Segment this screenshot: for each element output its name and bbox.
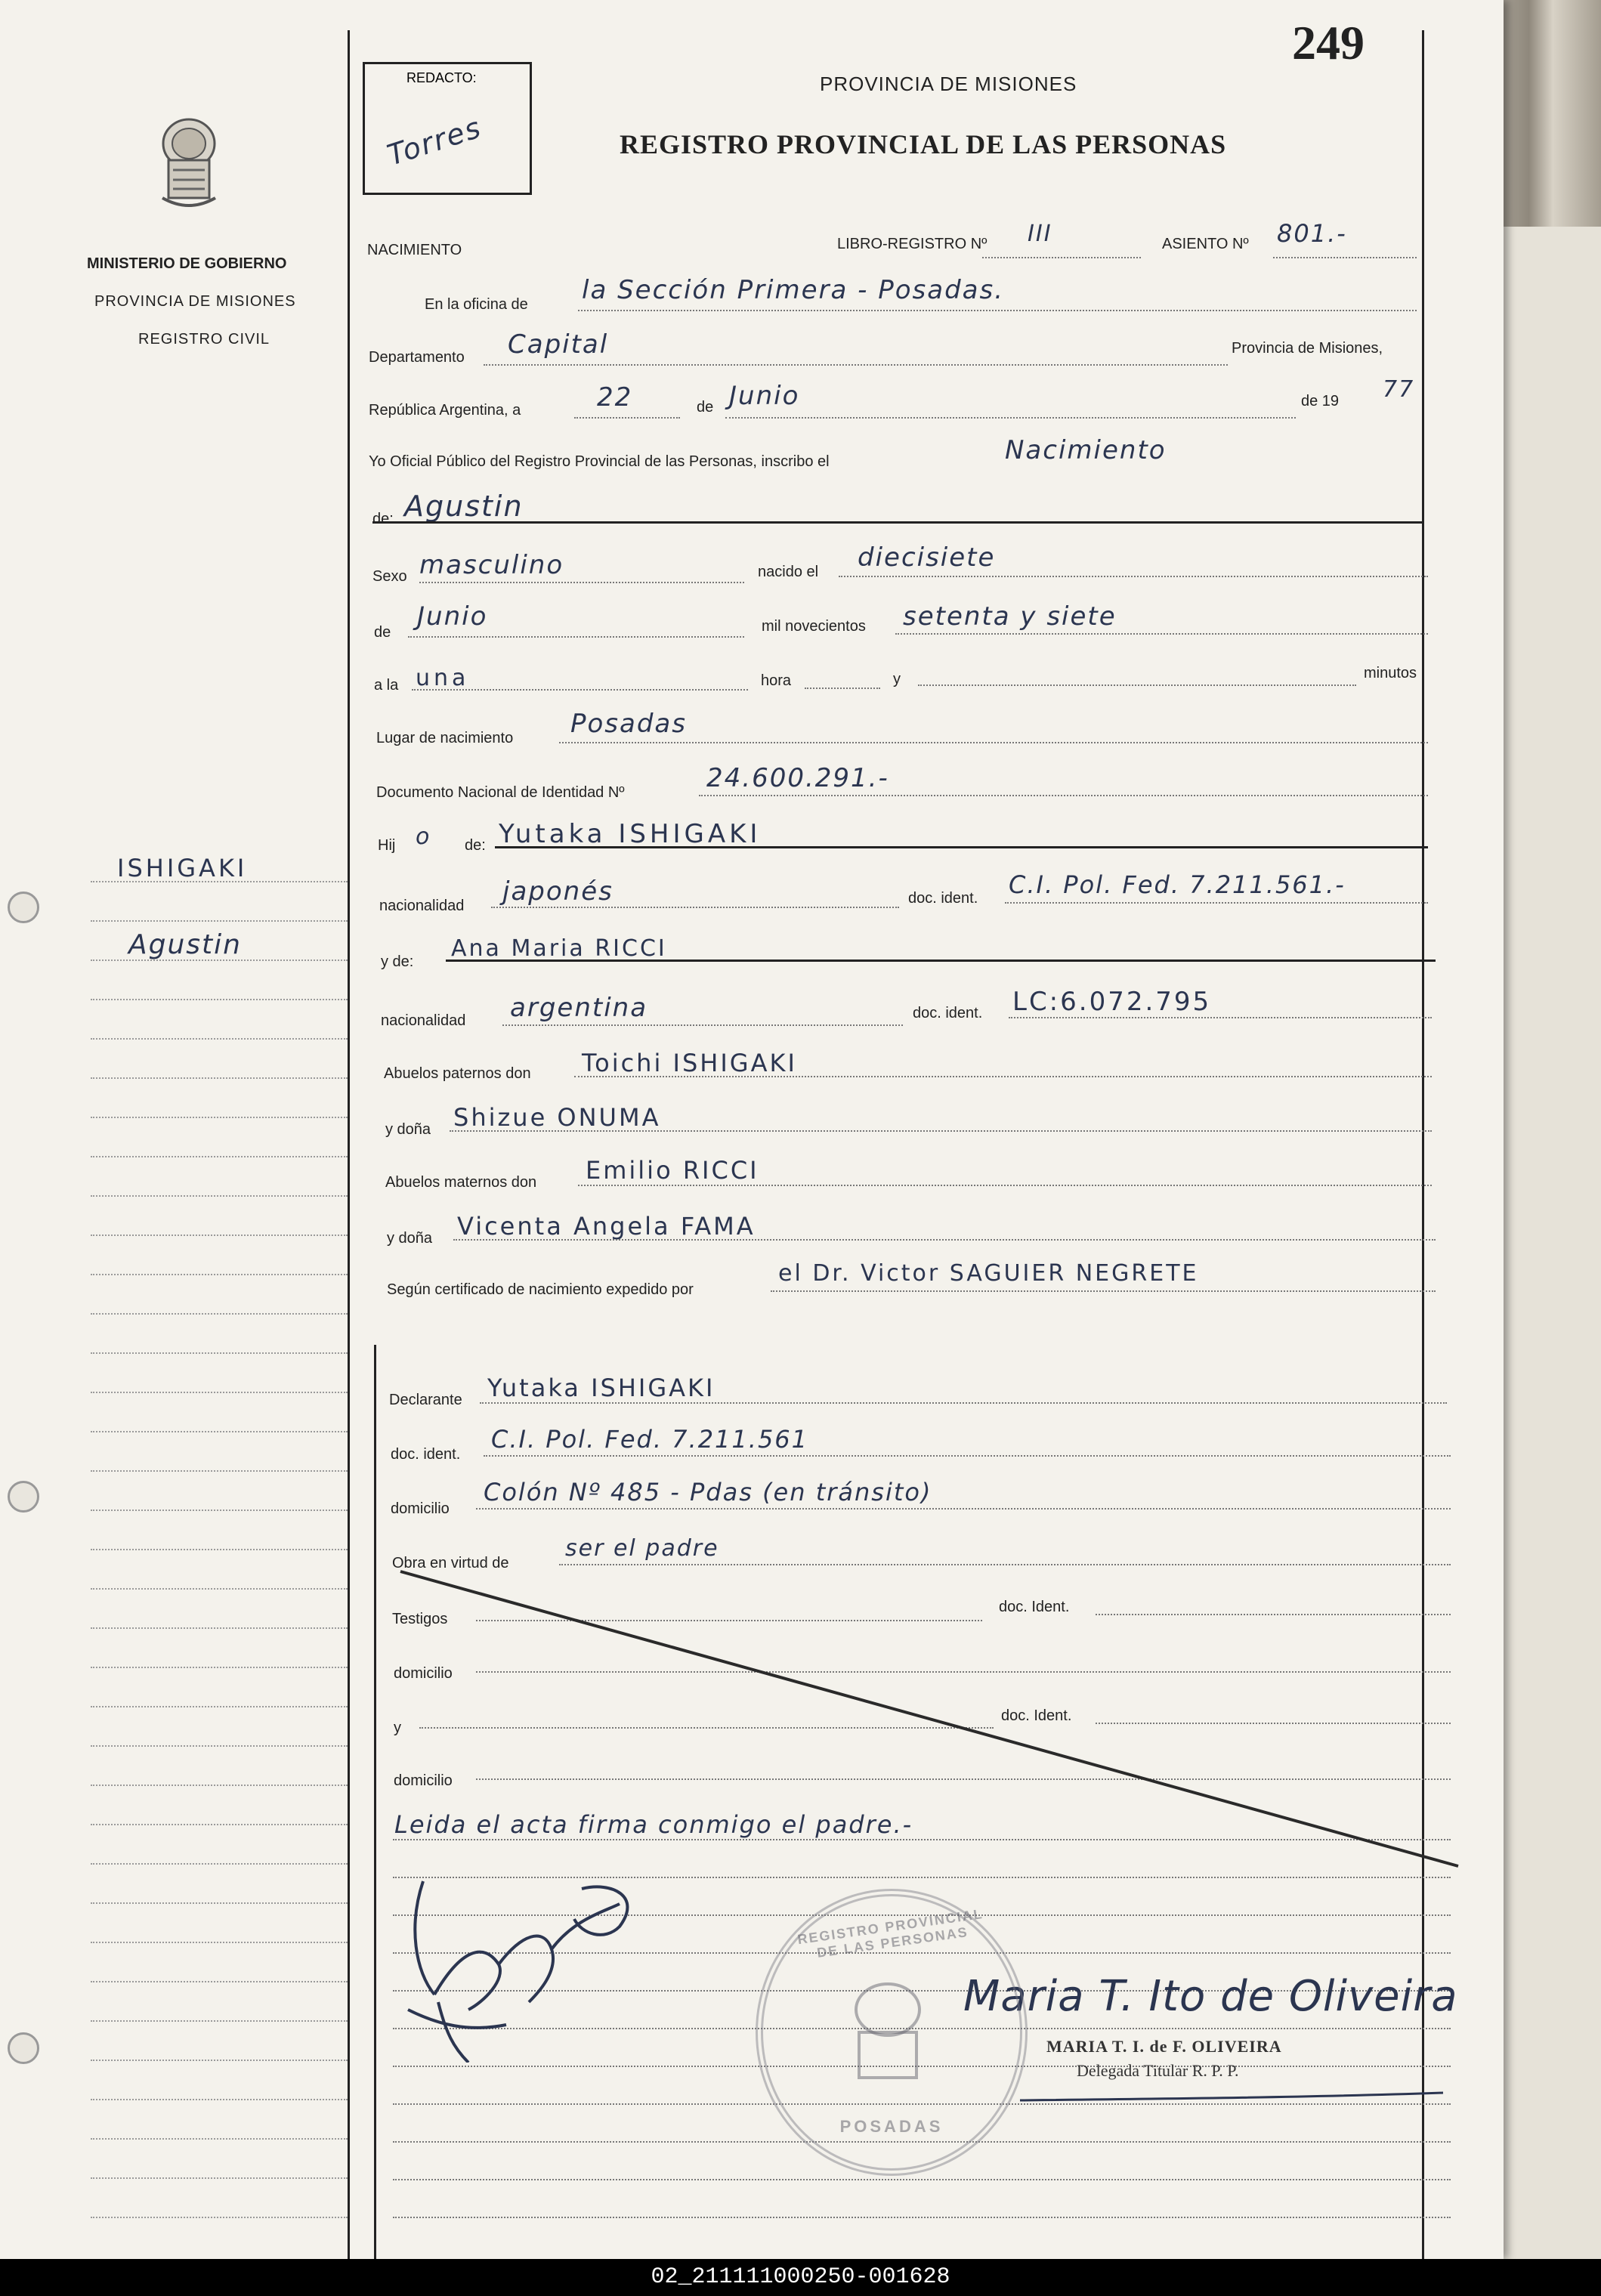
official-name: MARIA T. I. de F. OLIVEIRA	[1046, 2037, 1282, 2056]
doc-declarante-value: C.I. Pol. Fed. 7.211.561	[491, 1425, 809, 1454]
declarante-value: Yutaka ISHIGAKI	[487, 1374, 716, 1402]
padre-label: de:	[465, 837, 486, 854]
hij-label: Hij	[378, 837, 396, 854]
nacionalidad-padre-label: nacionalidad	[379, 898, 465, 914]
margin-surname: ISHIGAKI	[117, 854, 248, 882]
nacionalidad-madre-value: argentina	[510, 993, 648, 1023]
dni-label: Documento Nacional de Identidad Nº	[376, 784, 625, 801]
cancel-stroke	[393, 1556, 1466, 1874]
scan-id-footer: 02_211111000250-001628	[0, 2259, 1601, 2296]
provincia-label: Provincia de Misiones,	[1232, 340, 1383, 357]
y-label: y	[893, 671, 901, 688]
departamento-value: Capital	[508, 329, 609, 360]
doc-madre-label: doc. ident.	[913, 1005, 983, 1021]
departamento-label: Departamento	[369, 349, 465, 366]
record-type: NACIMIENTO	[367, 242, 462, 258]
redacto-box	[363, 62, 532, 195]
nombre-label: de:	[372, 511, 394, 527]
nombre-value: Agustin	[404, 490, 524, 523]
stamp-bottom-text: POSADAS	[839, 2117, 944, 2136]
mes-value: Junio	[729, 381, 800, 411]
column-divider	[348, 30, 350, 2259]
abuelos-paternos-label: Abuelos paternos don	[384, 1065, 531, 1082]
nacido-dia-value: diecisiete	[858, 542, 996, 573]
official-stamp	[756, 1889, 1028, 2176]
nacido-mes-value: Junio	[417, 601, 488, 632]
asiento-label: ASIENTO Nº	[1162, 236, 1249, 252]
lugar-value: Posadas	[570, 709, 687, 739]
testigo2-doc-label: doc. Ident.	[1001, 1707, 1072, 1724]
anio-label: de 19	[1301, 393, 1340, 409]
domicilio-value: Colón Nº 485 - Pdas (en tránsito)	[484, 1478, 932, 1506]
registro-civil-label: REGISTRO CIVIL	[138, 331, 270, 348]
redacto-label: REDACTO:	[406, 70, 477, 85]
segun-label: Según certificado de nacimiento expedido por	[387, 1281, 694, 1298]
stamp-emblem-icon	[842, 1979, 933, 2085]
column-divider	[374, 1345, 376, 2259]
minutos-label: minutos	[1364, 665, 1417, 681]
declarant-signature-icon	[393, 1859, 665, 2063]
next-page-edge	[1504, 227, 1601, 2259]
sexo-label: Sexo	[372, 568, 407, 585]
testigo1-domicilio-label: domicilio	[394, 1665, 453, 1682]
province-emblem-icon	[155, 113, 223, 227]
asiento-value: 801.-	[1277, 219, 1347, 248]
de-label: de	[697, 399, 714, 416]
abuelos-maternos-label: Abuelos maternos don	[385, 1174, 537, 1191]
abuela-paterna-value: Shizue ONUMA	[453, 1103, 661, 1132]
obra-label: Obra en virtud de	[392, 1555, 509, 1571]
header-province: PROVINCIA DE MISIONES	[820, 73, 1077, 95]
abuelo-paterno-value: Toichi ISHIGAKI	[582, 1049, 797, 1077]
doc-declarante-label: doc. ident.	[391, 1446, 461, 1463]
madre-label: y de:	[381, 953, 414, 970]
oficina-value: la Sección Primera - Posadas.	[582, 275, 1005, 305]
padre-value: Yutaka ISHIGAKI	[499, 819, 762, 849]
left-province-label: PROVINCIA DE MISIONES	[94, 293, 296, 310]
nacido-mes-label: de	[374, 624, 391, 641]
lugar-label: Lugar de nacimiento	[376, 730, 514, 746]
nacido-anio-value: setenta y siete	[903, 601, 1117, 632]
inscribo-value: Nacimiento	[1005, 435, 1167, 465]
testigos-label: Testigos	[392, 1611, 448, 1627]
republica-label: República Argentina, a	[369, 402, 521, 419]
a-la-label: a la	[374, 677, 399, 694]
abuela-paterna-label: y doña	[385, 1121, 431, 1138]
right-frame-line	[1422, 30, 1424, 2259]
nacido-label: nacido el	[758, 564, 819, 580]
sexo-value: masculino	[419, 550, 564, 580]
testigo1-doc-label: doc. Ident.	[999, 1599, 1070, 1615]
domicilio-label: domicilio	[391, 1500, 450, 1517]
dia-value: 22	[597, 382, 633, 413]
abuela-materna-label: y doña	[387, 1230, 433, 1247]
doc-padre-label: doc. ident.	[908, 890, 978, 907]
binder-hole	[8, 892, 39, 923]
obra-value: ser el padre	[565, 1535, 719, 1562]
certificado-value: el Dr. Victor SAGUIER NEGRETE	[778, 1260, 1199, 1287]
dni-value: 24.600.291.-	[706, 763, 889, 793]
hora-label: hora	[761, 672, 792, 689]
official-underline	[1012, 2063, 1451, 2108]
binder-hole	[8, 1481, 39, 1513]
margin-given-name: Agustin	[128, 929, 242, 960]
libro-value: III	[1028, 221, 1052, 247]
yo-oficial-label: Yo Oficial Público del Registro Provincial de las Personas, inscribo el	[369, 453, 830, 470]
hora-value: una	[416, 665, 470, 691]
abuelo-materno-value: Emilio RICCI	[586, 1156, 759, 1185]
madre-value: Ana Maria RICCI	[451, 935, 667, 962]
libro-label: LIBRO-REGISTRO Nº	[837, 236, 987, 252]
doc-padre-value: C.I. Pol. Fed. 7.211.561.-	[1009, 870, 1346, 899]
leida-value: Leida el acta firma conmigo el padre.-	[394, 1810, 913, 1839]
doc-madre-value: LC:6.072.795	[1012, 987, 1212, 1017]
abuela-materna-value: Vicenta Angela FAMA	[457, 1212, 756, 1241]
oficina-label: En la oficina de	[425, 296, 528, 313]
mil-novecientos-label: mil novecientos	[762, 618, 866, 635]
testigo2-domicilio-label: domicilio	[394, 1772, 453, 1789]
hijo-suffix-value: o	[416, 824, 431, 850]
binder-hole	[8, 2032, 39, 2064]
testigo2-y-label: y	[394, 1720, 401, 1736]
official-scrawl: Maria T. Ito de Oliveira	[963, 1972, 1458, 2021]
official-title: Delegada Titular R. P. P.	[1077, 2061, 1239, 2080]
page-number: 249	[1292, 16, 1365, 70]
declarante-label: Declarante	[389, 1392, 462, 1408]
anio-value: 77	[1383, 376, 1415, 403]
nacionalidad-madre-label: nacionalidad	[381, 1012, 466, 1029]
redacto-value: Torres	[383, 110, 486, 172]
nacionalidad-padre-value: japonés	[502, 876, 614, 907]
header-title: REGISTRO PROVINCIAL DE LAS PERSONAS	[620, 129, 1227, 159]
stamp-ring-text: REGISTRO PROVINCIAL DE LAS PERSONAS	[796, 1905, 984, 1961]
ministry-label: MINISTERIO DE GOBIERNO	[87, 255, 287, 272]
